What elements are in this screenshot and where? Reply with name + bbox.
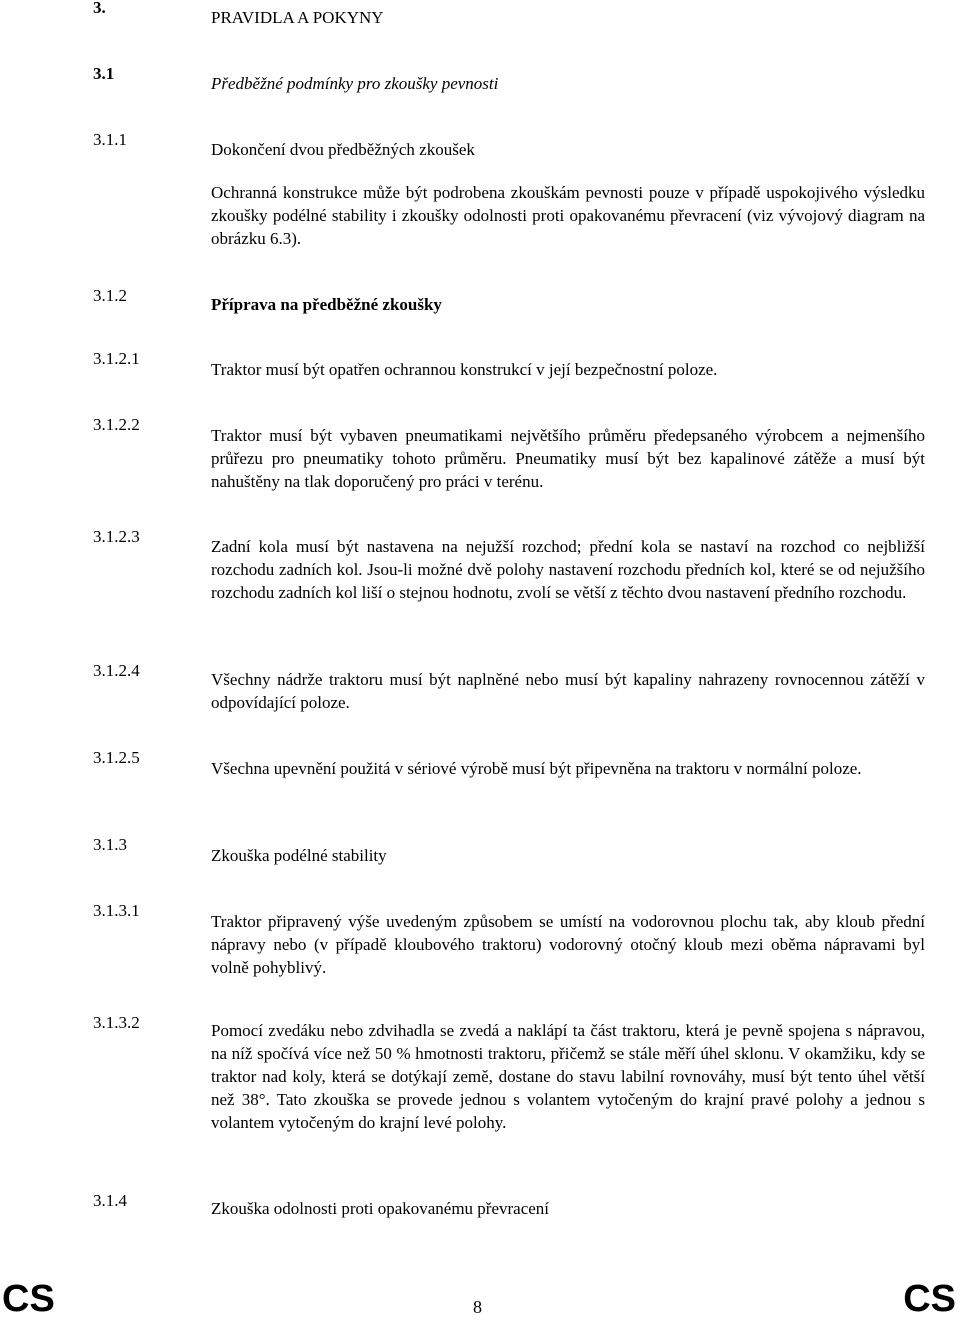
page-number: 8	[473, 1297, 482, 1317]
subsection-3-1-4-title: Zkouška odolnosti proti opakovanému převracení	[211, 1199, 550, 1218]
clause-3-1-2-3-number: 3.1.2.3	[93, 527, 140, 546]
subsection-3-1-2-number: 3.1.2	[93, 286, 127, 305]
clause-3-1-2-1-text: Traktor musí být opatřen ochrannou konstrukcí v její bezpečnostní poloze.	[211, 360, 718, 379]
section-title: Předběžné podmínky pro zkoušky pevnosti	[211, 74, 499, 93]
subsection-3-1-2-title: Příprava na předběžné zkoušky	[211, 295, 442, 314]
clause-3-1-2-2-text: Traktor musí být vybaven pneumatikami největšího průměru předepsaného výrobcem a nejmenšího průřezu pro pneumatiky tohoto průměru. Pneumatiky musí být bez kapalinové zátěže a musí být nahuštěny na tlak doporučený pro práci v terénu.	[211, 426, 925, 491]
clause-3-1-3-2-text: Pomocí zvedáku nebo zdvihadla se zvedá a naklápí ta část traktoru, která je pevně spojena s nápravou, na níž spočívá více než 50 % hmotnosti traktoru, přičemž se stále měří úhel sklonu. V okamžiku, kdy se traktor nad koly, která se dotýkají země, dostane do stavu labilní rovnováhy, musí být tento úhel větší než 38°. Tato zkouška se provede jednou s volantem vytočeným do krajní pravé polohy a jednou s volantem vytočeným do krajní levé polohy.	[211, 1021, 925, 1132]
subsection-3-1-1-text: Ochranná konstrukce může být podrobena zkouškám pevnosti pouze v případě uspokojivého výsledku zkoušky podélné stability i zkoušky odolnosti proti opakovanému převracení (viz vývojový diagram na obrázku 6.3).	[211, 183, 925, 248]
clause-3-1-2-1-number: 3.1.2.1	[93, 349, 140, 368]
chapter-title: PRAVIDLA A POKYNY	[211, 8, 384, 27]
clause-3-1-2-3-text: Zadní kola musí být nastavena na nejužší rozchod; přední kola se nastaví na rozchod co nejbližší rozchodu zadních kol. Jsou-li možné dvě polohy nastavení rozchodu předních kol, které se od nejužšího rozchodu zadních kol liší o stejnou hodnotu, zvolí se větší z těchto dvou nastavení předního rozchodu.	[211, 537, 925, 602]
clause-3-1-2-4-number: 3.1.2.4	[93, 661, 140, 680]
subsection-3-1-1-title: Dokončení dvou předběžných zkoušek	[211, 140, 475, 159]
clause-3-1-2-4-text: Všechny nádrže traktoru musí být naplněné nebo musí být kapaliny nahrazeny rovnocennou zátěží v odpovídající poloze.	[211, 670, 925, 712]
clause-3-1-3-2-number: 3.1.3.2	[93, 1013, 140, 1032]
subsection-3-1-3-number: 3.1.3	[93, 835, 127, 854]
subsection-3-1-4-number: 3.1.4	[93, 1191, 127, 1210]
clause-3-1-2-5-text: Všechna upevnění použitá v sériové výrobě musí být připevněna na traktoru v normální poloze.	[211, 759, 862, 778]
subsection-3-1-3-title: Zkouška podélné stability	[211, 846, 387, 865]
subsection-3-1-1-number: 3.1.1	[93, 130, 127, 149]
clause-3-1-3-1-number: 3.1.3.1	[93, 901, 140, 920]
footer-language-code-right: CS	[903, 1278, 956, 1320]
chapter-number: 3.	[93, 0, 106, 17]
clause-3-1-3-1-text: Traktor připravený výše uvedeným způsobem se umístí na vodorovnou plochu tak, aby kloub přední nápravy nebo (v případě kloubového traktoru) vodorovný otočný kloub mezi oběma nápravami byl volně pohyblivý.	[211, 912, 925, 977]
footer-language-code-left: CS	[2, 1278, 55, 1320]
section-number: 3.1	[93, 64, 115, 83]
clause-3-1-2-2-number: 3.1.2.2	[93, 415, 140, 434]
clause-3-1-2-5-number: 3.1.2.5	[93, 748, 140, 767]
